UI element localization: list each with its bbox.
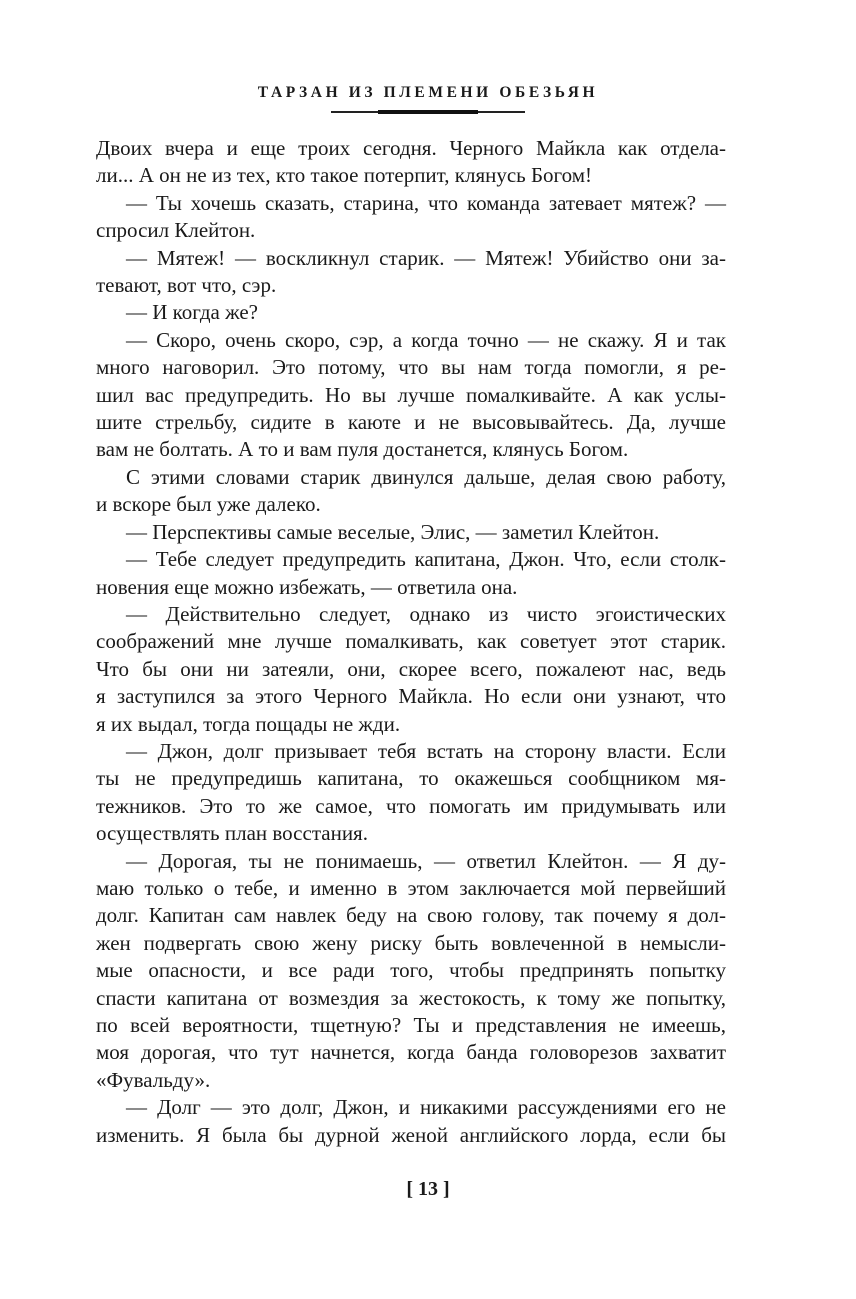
text-line: долг. Капитан сам навлек беду на свою голову, так почему я дол-	[96, 903, 726, 928]
text-line: спросил Клейтон.	[96, 218, 256, 243]
text-line: ли... А он не из тех, кто такое потерпит, клянусь Богом!	[96, 163, 593, 188]
text-line: тевают, вот что, сэр.	[96, 273, 277, 298]
text-line: — Ты хочешь сказать, старина, что команда затевает мятеж? —	[126, 190, 726, 215]
text-line: ты не предупредишь капитана, то окажешься сообщником мя-	[96, 766, 726, 791]
text-line: — И когда же?	[126, 300, 258, 325]
text-line: — Скоро, очень скоро, сэр, а когда точно — не скажу. Я и так	[126, 327, 726, 352]
header-rule-accent	[378, 110, 478, 114]
text-line: осуществлять план восстания.	[96, 821, 368, 846]
text-line: — Джон, долг призывает тебя встать на сторону власти. Если	[126, 738, 726, 763]
body-text	[96, 135, 726, 1149]
text-line: вам не болтать. А то и вам пуля достанется, клянусь Богом.	[96, 437, 629, 462]
text-line: Двоих вчера и еще троих сегодня. Черного Майкла как отдела-	[96, 136, 726, 160]
text-line: С этими словами старик двинулся дальше, делая свою работу,	[126, 464, 726, 489]
text-line: я их выдал, тогда пощады не жди.	[96, 711, 401, 736]
text-line: моя дорогая, что тут начнется, когда банда головорезов захватит	[96, 1040, 726, 1065]
text-line: по всей вероятности, тщетную? Ты и представления не имеешь,	[96, 1013, 726, 1037]
text-line: шите стрельбу, сидите в каюте и не высовывайтесь. Да, лучше	[96, 410, 726, 435]
text-line: Что бы они ни затеяли, они, скорее всего, пожалеют нас, ведь	[96, 656, 726, 681]
text-line: — Перспективы самые веселые, Элис, — заметил Клейтон.	[126, 519, 660, 544]
text-line: маю только о тебе, и именно в этом заключается мой первейший	[96, 875, 726, 900]
text-line: соображений мне лучше помалкивать, как советует этот старик.	[96, 629, 726, 654]
text-line: и вскоре был уже далеко.	[96, 492, 321, 517]
text-line: жен подвергать свою жену риску быть вовлеченной в немысли-	[96, 930, 726, 955]
text-line: мые опасности, и все ради того, чтобы предпринять попытку	[96, 958, 726, 983]
text-line: — Действительно следует, однако из чисто эгоистических	[126, 601, 726, 626]
text-line: изменить. Я была бы дурной женой английского лорда, если бы	[96, 1122, 726, 1147]
text-line: «Фувальду».	[96, 1067, 211, 1092]
running-title: ТАРЗАН ИЗ ПЛЕМЕНИ ОБЕЗЬЯН	[257, 84, 599, 101]
text-line: шил вас предупредить. Но вы лучше помалкивайте. А как услы-	[96, 382, 726, 407]
text-line: — Мятеж! — воскликнул старик. — Мятеж! Убийство они за-	[126, 245, 726, 270]
text-line: спасти капитана от возмездия за жестокость, к тому же попытку,	[96, 985, 726, 1010]
text-line: я заступился за этого Черного Майкла. Но если они узнают, что	[96, 684, 726, 709]
text-line: новения еще можно избежать, — ответила она.	[96, 574, 518, 599]
text-line: тежников. Это то же самое, что помогать им придумывать или	[96, 793, 726, 818]
page-number: [ 13 ]	[406, 1178, 450, 1200]
text-line: много наговорил. Это потому, что вы нам тогда помогли, я ре-	[96, 355, 726, 380]
text-line: — Дорогая, ты не понимаешь, — ответил Клейтон. — Я ду-	[126, 848, 726, 873]
text-line: — Долг — это долг, Джон, и никакими рассуждениями его не	[126, 1095, 726, 1120]
text-line: — Тебе следует предупредить капитана, Джон. Что, если столк-	[126, 547, 726, 572]
